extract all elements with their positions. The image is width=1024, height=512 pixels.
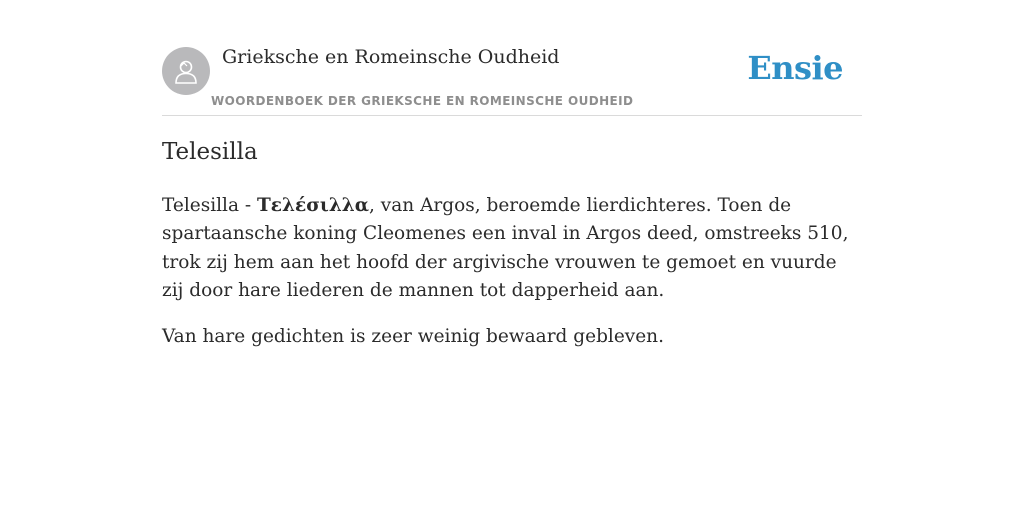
entry-term: Telesilla [162,195,239,216]
source-title[interactable]: Grieksche en Romeinsche Oudheid [222,46,560,68]
page-title: Telesilla [162,139,258,165]
source-subtitle: WOORDENBOEK DER GRIEKSCHE EN ROMEINSCHE OUDHEID [211,94,634,108]
paragraph-2: Van hare gedichten is zeer weinig bewaard gebleven. [162,326,664,348]
header-divider [162,115,862,116]
greek-term: Τελέσιλλα [257,195,370,216]
entry-body [162,192,862,369]
paragraph-1-text: , van Argos, beroemde lierdichteres. Toen de spartaansche koning Cleomenes een inval in Argos deed, omstreeks 510, trok zij hem aan het hoofd der argivische vrouwen te gemoet en vuurde zij door hare liederen de mannen tot dapperheid aan. [162,195,849,301]
avatar[interactable] [162,47,210,95]
user-icon [171,56,201,86]
term-separator: - [239,195,258,216]
page-content [162,0,862,512]
paragraph-1 [162,192,862,305]
ensie-logo[interactable]: Ensie [747,49,843,87]
